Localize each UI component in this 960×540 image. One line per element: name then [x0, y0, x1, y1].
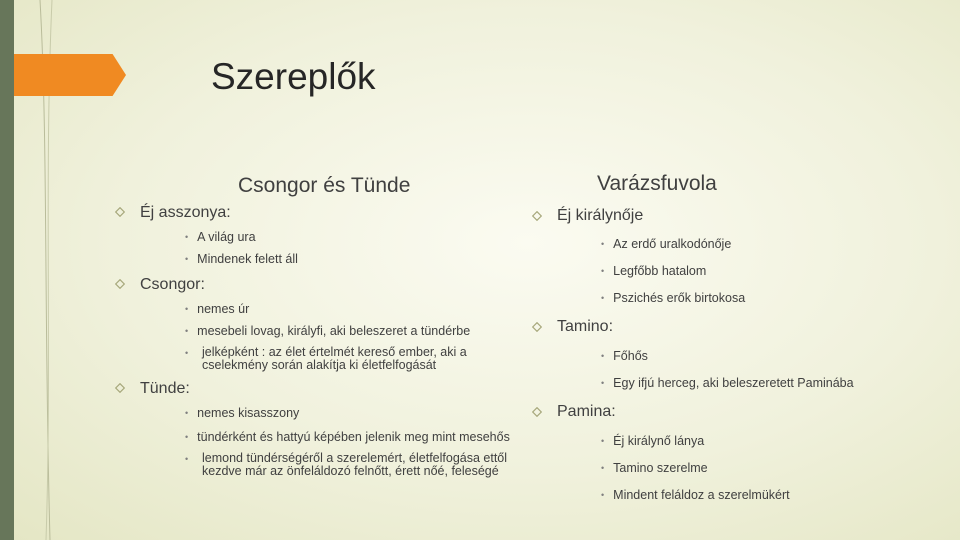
left-list-item-text: lemond tündérségéről a szerelemért, életfelfogása ettől kezdve már az önfeláldozó felnőtt, érett nőé, feleségé	[202, 451, 508, 478]
right-list-item: • Mindent feláldoz a szerelmükért	[601, 488, 790, 502]
left-list-item-text: jelképként : az élet értelmét kereső ember, aki a cselekmény során alakítja ki életfelfogását	[202, 345, 467, 372]
diamond-bullet-icon	[532, 407, 542, 417]
left-list-item: • A világ ura	[185, 230, 256, 244]
left-list-item: • Mindenek felett áll	[185, 252, 298, 266]
right-list-item: • Főhős	[601, 349, 648, 363]
right-list-item: • Az erdő uralkodónője	[601, 237, 732, 251]
right-section-label: Pamina:	[557, 403, 616, 420]
diamond-bullet-icon	[115, 383, 125, 393]
right-list-item: • Egy ifjú herceg, aki beleszeretett Paminába	[601, 376, 854, 390]
accent-tab	[14, 54, 126, 96]
left-section-label: Éj asszonya:	[140, 204, 231, 221]
right-list-item: • Tamino szerelme	[601, 461, 708, 475]
right-list-item: • Legfőbb hatalom	[601, 264, 707, 278]
left-list-item: • tündérként és hattyú képében jelenik meg mint mesehős	[185, 430, 510, 444]
right-column-heading: Varázsfuvola	[597, 172, 717, 195]
diamond-bullet-icon	[115, 279, 125, 289]
diamond-bullet-icon	[532, 211, 542, 221]
left-section-label: Tünde:	[140, 380, 190, 397]
right-section-label: Tamino:	[557, 318, 614, 335]
left-list-item: •	[185, 454, 189, 464]
slide-title: Szereplők	[211, 56, 376, 97]
left-list-item: • mesebeli lovag, királyfi, aki beleszeret a tündérbe	[185, 324, 471, 338]
left-column-heading: Csongor és Tünde	[238, 174, 411, 197]
right-list-item: • Éj királynő lánya	[601, 434, 705, 448]
right-list-item: • Pszichés erők birtokosa	[601, 291, 746, 305]
left-list-item: •	[185, 348, 189, 358]
left-list-item: • nemes úr	[185, 302, 250, 316]
left-list-item: • nemes kisasszony	[185, 406, 300, 420]
left-section-label: Csongor:	[140, 276, 205, 293]
right-section-label: Éj királynője	[557, 207, 644, 224]
diamond-bullet-icon	[532, 322, 542, 332]
diamond-bullet-icon	[115, 207, 125, 217]
